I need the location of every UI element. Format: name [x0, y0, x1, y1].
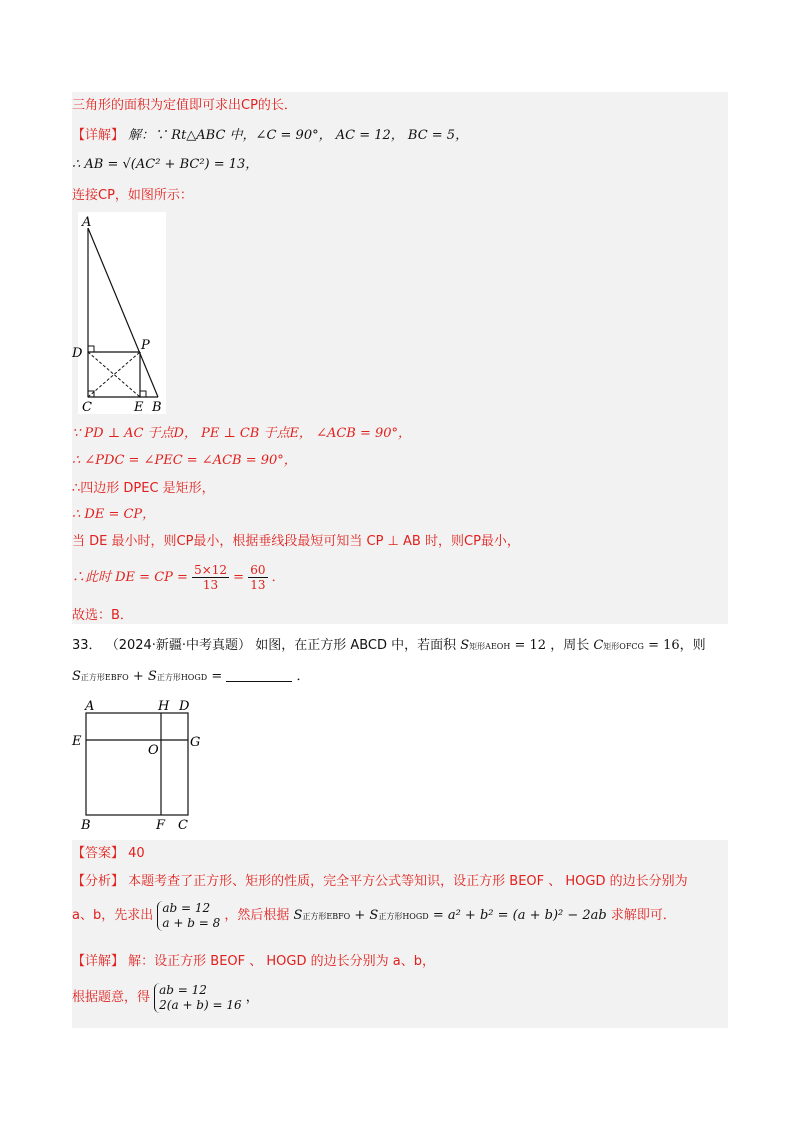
system-2-tail: ， [245, 990, 259, 1005]
analysis-text: 本题考查了正方形、矩形的性质，完全平方公式等知识，设正方形 BEOF 、 HOGD 的边长分别为 [128, 874, 688, 889]
area-subscript: 矩形AEOH [469, 642, 511, 651]
detail-33-text: 解：设正方形 BEOF 、 HOGD 的边长分别为 a、b， [128, 954, 435, 969]
label-D2: D [179, 699, 190, 714]
choice-line: 故选：B． [72, 608, 133, 623]
label-B: B [152, 400, 162, 415]
system-2-top: ab = 12 [159, 982, 207, 997]
question-33-stem [72, 637, 706, 656]
perimeter-value: = 16，则 [648, 638, 706, 653]
sum-tail: ． [296, 669, 310, 684]
perimeter-subscript: 矩形OFCG [603, 642, 644, 651]
area-symbol: S矩形AEOH [460, 638, 511, 653]
detail-33-line [72, 953, 435, 971]
fraction-1 [192, 563, 229, 592]
system-2-bottom: 2(a + b) = 16 [159, 997, 242, 1012]
hint-line: 三角形的面积为定值即可求出CP的长． [72, 98, 297, 113]
ab-calc-expr: √(AC² + BC²) = 13， [122, 157, 259, 172]
label-B2: B [81, 818, 91, 833]
square-ABCD [86, 713, 188, 815]
sum-equals: = [211, 669, 223, 684]
period: ． [271, 570, 285, 585]
area-value: = 12 [514, 638, 547, 653]
analysis-line-1 [72, 873, 688, 891]
sum-symbol-2: S正方形HOGD [147, 669, 208, 684]
label-H: H [158, 699, 170, 714]
perp-line [72, 425, 411, 443]
analysis-line2-c: 求解即可． [610, 908, 676, 923]
label-D: D [72, 346, 83, 361]
basis-line [72, 980, 259, 1016]
figure-square-abcd [70, 695, 210, 835]
label-A2: A [85, 699, 95, 714]
basis-text: 根据题意，得 [72, 990, 151, 1005]
analysis-line-2 [72, 898, 676, 935]
fraction-1-numerator: 5×12 [194, 563, 228, 577]
formula-s2: S正方形HOGD [369, 908, 429, 923]
rect-line: ∴四边形 DPEC 是矩形， [72, 481, 215, 496]
label-O: O [148, 743, 159, 758]
formula-sub-2: 正方形HOGD [378, 912, 429, 921]
answer-blank[interactable] [226, 669, 292, 682]
fraction-2-numerator: 60 [250, 563, 266, 577]
formula-plus: + [354, 908, 366, 923]
answer-value: 40 [128, 846, 145, 861]
label-A: A [82, 215, 92, 230]
detail-text: 解：∵ Rt△ABC 中，∠C = 90°， AC = 12， BC = 5， [128, 128, 469, 143]
result-line [72, 563, 285, 593]
answer-label: 【答案】 [72, 846, 125, 861]
detail-line-1 [72, 127, 468, 145]
figure-triangle-rectangle [72, 212, 166, 415]
sum-subscript-2: 正方形HOGD [156, 673, 208, 682]
fraction-1-denominator: 13 [202, 578, 219, 592]
analysis-line2-b: ，然后根据 [224, 908, 290, 923]
question-stem: 如图，在正方形 ABCD 中，若面积 [255, 638, 457, 653]
perp-text: ∵ PD ⊥ AC 于点D， PE ⊥ CB 于点E， ∠ACB = 90°， [72, 426, 412, 441]
equals-sign: = [233, 570, 245, 585]
formula-s1: S正方形EBFO [293, 908, 351, 923]
sum-symbol-1: S正方形EBFO [72, 669, 129, 684]
formula-sub-1: 正方形EBFO [302, 912, 351, 921]
detail-label: 【详解】 [72, 128, 125, 143]
de-cp-line: ∴ DE = CP， [72, 507, 156, 522]
label-E: E [134, 400, 144, 415]
sum-subscript-1: 正方形EBFO [80, 673, 129, 682]
question-33-sum-line [72, 668, 310, 687]
answer-line [72, 845, 145, 863]
plus-sign: + [132, 669, 144, 684]
analysis-label: 【分析】 [72, 874, 125, 889]
system-1-top: ab = 12 [162, 900, 211, 915]
label-E2: E [72, 734, 82, 749]
detail-33-label: 【详解】 [72, 954, 125, 969]
label-P: P [141, 338, 150, 353]
perimeter-label: ，周长 [550, 638, 590, 653]
fraction-2-denominator: 13 [250, 578, 266, 592]
ab-calc-prefix: ∴ AB = [72, 157, 119, 172]
system-2 [154, 983, 241, 1013]
angles-line: ∴ ∠PDC = ∠PEC = ∠ACB = 90°， [72, 453, 297, 468]
perimeter-symbol: C矩形OFCG [593, 638, 644, 653]
min-line: 当 DE 最小时，则CP最小，根据垂线段最短可知当 CP ⊥ AB 时，则CP最小， [72, 534, 520, 549]
label-C: C [82, 400, 92, 415]
analysis-line2-a: a、b，先求出 [72, 908, 154, 923]
result-prefix: ∴此时 DE = CP = [72, 570, 188, 585]
connect-line: 连接CP，如图所示： [72, 188, 193, 203]
question-number: 33． [72, 638, 102, 653]
label-C2: C [178, 818, 188, 833]
system-1 [157, 901, 220, 931]
fraction-2 [248, 563, 267, 592]
system-1-bottom: a + b = 8 [162, 915, 221, 930]
label-F: F [156, 818, 166, 833]
label-G: G [190, 735, 201, 750]
ab-calc-line [72, 156, 258, 174]
formula-tail: = a² + b² = (a + b)² − 2ab [432, 908, 607, 923]
question-source: （2024·新疆·中考真题） [105, 638, 252, 653]
